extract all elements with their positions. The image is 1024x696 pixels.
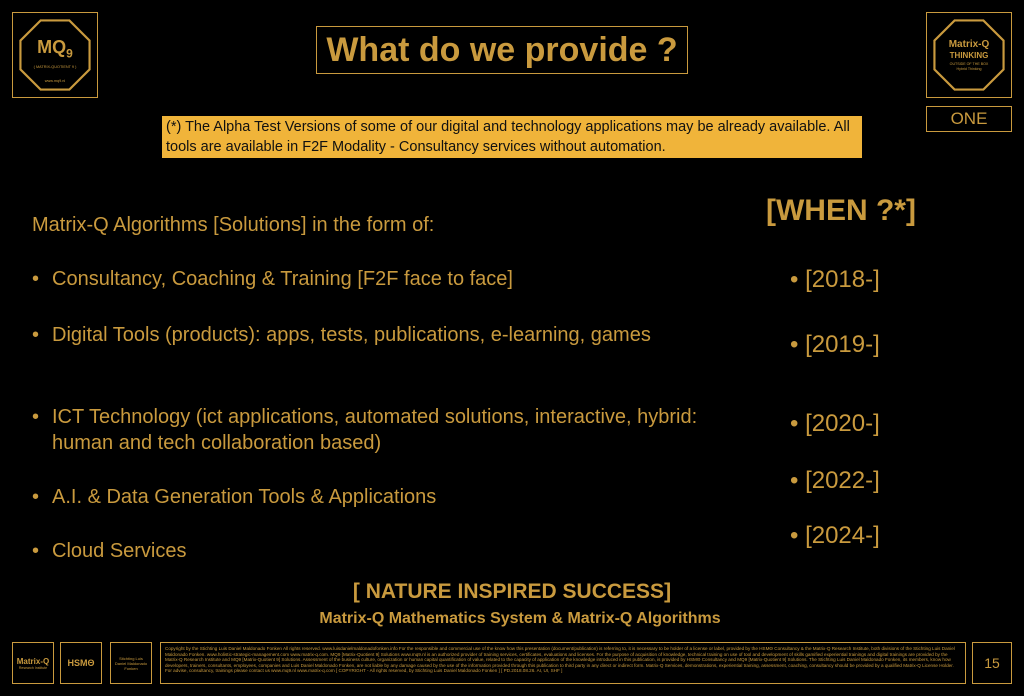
page-title: What do we provide ?: [316, 26, 688, 74]
list-item: • Digital Tools (products): apps, tests, publications, e-learning, games: [32, 322, 651, 348]
year-item: • [2022-]: [790, 467, 880, 494]
logo-line4: Hybrid Thinking: [956, 67, 982, 71]
alpha-note: (*) The Alpha Test Versions of some of our digital and technology applications may be already available. All tools are available in F2F Modality - Consultancy services without automation.: [162, 116, 862, 158]
matrix-q-thinking-logo: [926, 12, 1012, 98]
year-item: • [2019-]: [790, 331, 880, 358]
list-item: • ICT Technology (ict applications, automated solutions, interactive, hybrid: human and tech collaboration based): [32, 404, 712, 456]
year-item: • [2020-]: [790, 410, 880, 437]
badge-one: ONE: [926, 106, 1012, 132]
logo-line1: Matrix-Q: [948, 39, 990, 50]
hsm-logo: HSMΘ: [60, 642, 102, 684]
stichting-logo: Stichting Luis Daniel Maldonado Fonken: [110, 642, 152, 684]
list-item: • Consultancy, Coaching & Training [F2F face to face]: [32, 266, 513, 292]
year-item: • [2018-]: [790, 266, 880, 293]
intro-text: Matrix-Q Algorithms [Solutions] in the form of:: [32, 214, 435, 236]
year-item: • [2024-]: [790, 522, 880, 549]
page-number: 15: [972, 642, 1012, 684]
list-item: • A.I. & Data Generation Tools & Applications: [32, 484, 436, 510]
mq9-logo-line1: ( MATRIX-QUOTIENT 9 ): [33, 65, 77, 69]
list-item: • Cloud Services: [32, 538, 187, 564]
copyright-notice: Copyright by the Stichting Luis Daniel Maldonado Fonken All rights reserved. www.luisdanielmaldonadofonken.info For the responsible and commercial use of the know how this presentation (document/publication) is referring to, it is necessary to be holder of a license or label, provided by the HSMΘ Consultancy & the Matrix-Q Research Institute, both divisions of the Stichting Luis Daniel Maldonado Fonken. www.holistic-strategic-management.com www.matrix-q.com. MQ9 [Matrix-Quotient 9] Solutions www.mq9.nl is an authorized provider of training services, certificates, evaluations and licenses. For the purpose of acquisition of knowledge, technical training on use of tool and development of skills gamified experiential trainings and digital trainings are provided by the Matrix-Q Research Institute and MQ9 [Matrix-Quotient 9] Solutions. Assessment of the business culture, organization or human capital quantification of value, related to the capacity of application of the knowledge introduced in this publication, is provided by HSMΘ Consultancy and MQ9 [Matrix-Quotient 9] Solutions. The Stichting Luis Daniel Maldonado Fonken, its members, know how developers, trainers, consultants, employees, companies and Luis Daniel Maldonado Fonken, are not liable by any damage caused by the use of the information provided through this publication to third party in any direct or indirect form. Matrix-Q Services, demonstrations, experiential training, assessment, coaching, consultancy should be provided by a qualified Matrix-Q License Holder. For advise, consultancy, trainings please contact us www.mq9.nl www.matrix-q.com [ COPYRIGHT - All rights reserved, by Stichting Luis Daniel Maldonado Fonken ] [ PD.2018.08.26. AI, UI, SHF ]: [160, 642, 966, 684]
logo-line3: OUTSIDE OF THE BOX: [949, 62, 989, 66]
sub-tagline: Matrix-Q Mathematics System & Matrix-Q Algorithms: [319, 610, 721, 627]
mq9-logo: [12, 12, 98, 98]
tagline: [ NATURE INSPIRED SUCCESS]: [352, 580, 672, 603]
when-heading: [WHEN ?*]: [766, 194, 916, 227]
mq9-logo-main: $MQ_9$: [37, 37, 73, 61]
matrix-q-research-logo: Matrix-Q Research Institute: [12, 642, 54, 684]
logo-line2: THINKING: [949, 51, 989, 60]
mq9-logo-line2: www.mq9.nl: [44, 79, 66, 83]
